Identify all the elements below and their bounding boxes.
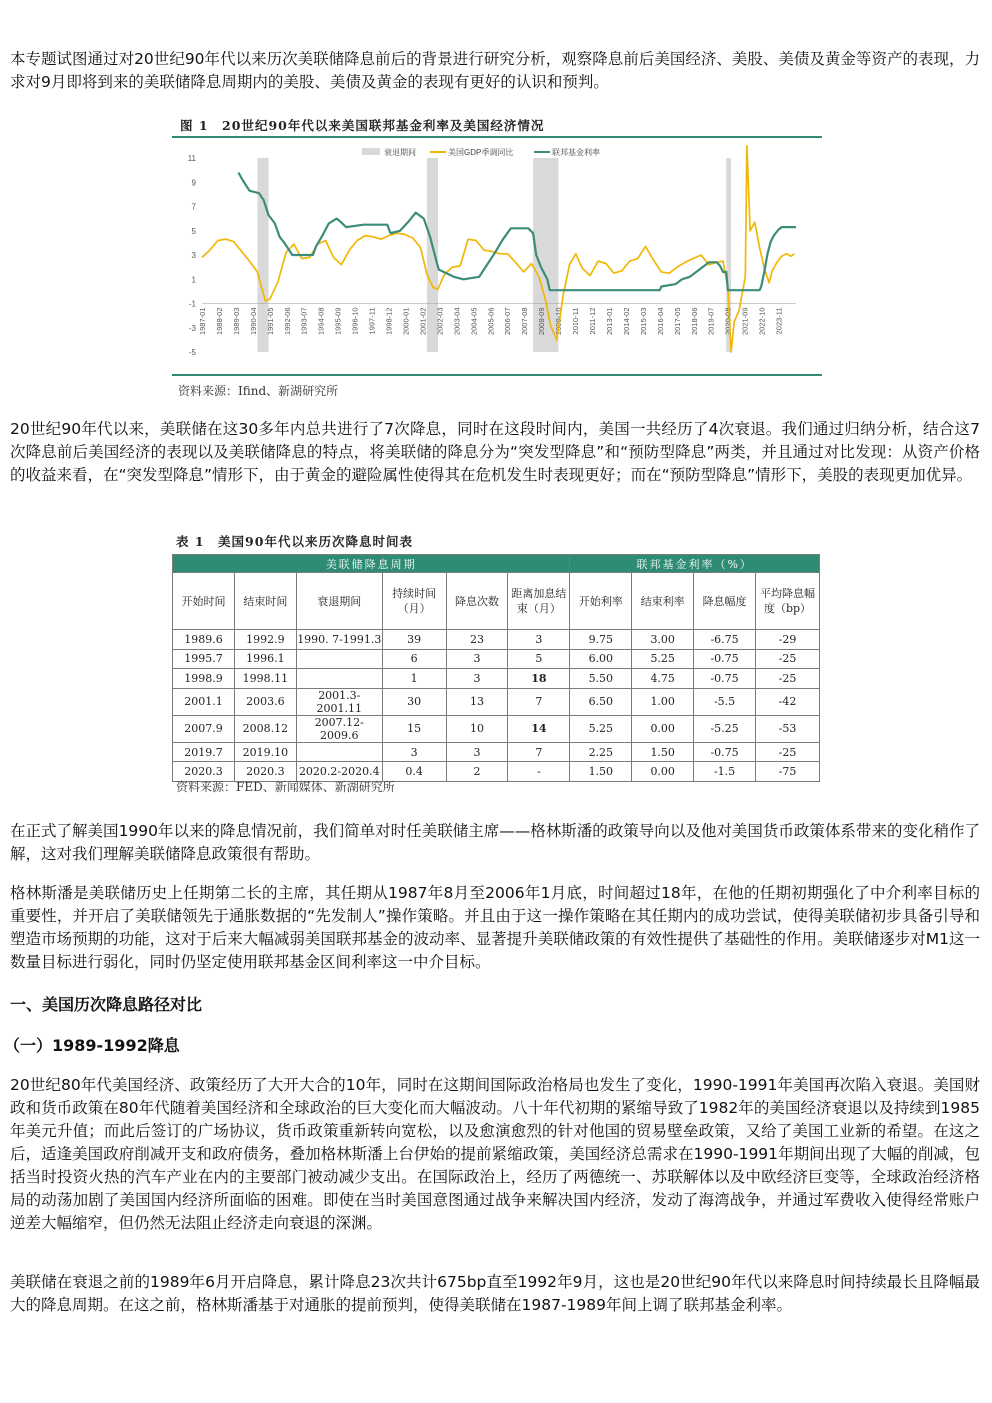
x-tick-label: 2013-01 bbox=[604, 307, 614, 336]
x-tick-label: 1991-05 bbox=[265, 307, 275, 336]
table-cell: 2019.7 bbox=[173, 742, 235, 762]
col-header: 平均降息幅度（bp） bbox=[756, 573, 820, 630]
x-tick-label: 1995-09 bbox=[333, 307, 343, 336]
x-tick-label: 2008-09 bbox=[537, 307, 547, 336]
table-source: 资料来源：FED、新闻媒体、新湖研究所 bbox=[176, 780, 395, 794]
table-cell bbox=[296, 742, 382, 762]
col-header: 结束利率 bbox=[632, 573, 694, 630]
y-tick-label: -1 bbox=[188, 299, 196, 309]
x-tick-label: 2009-10 bbox=[554, 307, 564, 336]
legend-recession-swatch bbox=[362, 148, 380, 155]
table-cell: 2020.3 bbox=[234, 762, 296, 782]
table-cell: 1998.9 bbox=[173, 669, 235, 689]
table-cell: -29 bbox=[756, 630, 820, 650]
x-tick-label: 1992-06 bbox=[282, 307, 292, 336]
x-tick-label: 2015-03 bbox=[638, 307, 648, 336]
table-cell: 2001.1 bbox=[173, 688, 235, 715]
table-cell: 2020.2-2020.4 bbox=[296, 762, 382, 782]
y-tick-label: 7 bbox=[191, 202, 196, 212]
col-header: 开始时间 bbox=[173, 573, 235, 630]
col-header: 降息幅度 bbox=[694, 573, 756, 630]
table-cell: 1995.7 bbox=[173, 649, 235, 669]
table-cell: 39 bbox=[382, 630, 446, 650]
table-cell: -75 bbox=[756, 762, 820, 782]
table-cell: 30 bbox=[382, 688, 446, 715]
x-tick-label: 2022-10 bbox=[757, 307, 767, 336]
table-cell: 1 bbox=[382, 669, 446, 689]
table-cell: 1.00 bbox=[632, 688, 694, 715]
x-tick-label: 1998-12 bbox=[384, 307, 394, 336]
x-tick-label: 1994-08 bbox=[316, 307, 326, 336]
table-1 bbox=[172, 528, 822, 800]
table-cell: 1998.11 bbox=[234, 669, 296, 689]
figure-1 bbox=[172, 112, 822, 407]
figure-source: 资料来源：Ifind、新湖研究所 bbox=[178, 384, 339, 398]
table-title: 表 1 美国90年代以来历次降息时间表 bbox=[176, 534, 413, 549]
x-tick-label: 2002-03 bbox=[435, 307, 445, 336]
x-tick-label: 1990-04 bbox=[248, 307, 258, 336]
x-tick-label: 2023-11 bbox=[774, 307, 784, 335]
x-tick-label: 2017-05 bbox=[672, 307, 682, 336]
table-cell: -5.25 bbox=[694, 715, 756, 742]
table-cell: 3.00 bbox=[632, 630, 694, 650]
table-cell: 1989.6 bbox=[173, 630, 235, 650]
table-cell: 23 bbox=[446, 630, 508, 650]
table-cell: 18 bbox=[508, 669, 570, 689]
table-row bbox=[173, 649, 820, 669]
summary-paragraph: 20世纪90年代以来，美联储在这30多年内总共进行了7次降息，同时在这段时间内，美国一共经历了4次衰退。我们通过归纳分析，结合这7次降息前后美国经济的表现以及美联储降息的特点，将美联储的降息分为“突发型降息”和“预防型降息”两类，并且通过对比发现：从资产价格的收益来看，在“突发型降息”情形下，由于黄金的避险属性使得其在危机发生时表现更好；而在“预防型降息”情形下，美股的表现更加优异。 bbox=[10, 420, 980, 484]
table-cell: 9.75 bbox=[570, 630, 632, 650]
x-tick-label: 1989-03 bbox=[231, 307, 241, 336]
fed-rate-gdp-chart bbox=[172, 140, 822, 374]
legend-gdp-label: 美国GDP季调同比 bbox=[448, 148, 514, 157]
table-cell: 0.4 bbox=[382, 762, 446, 782]
table-cell: 2019.10 bbox=[234, 742, 296, 762]
table-cell: 2.25 bbox=[570, 742, 632, 762]
x-tick-label: 2007-08 bbox=[520, 307, 530, 336]
table-cell: -0.75 bbox=[694, 669, 756, 689]
intro-paragraph: 本专题试图通过对20世纪90年代以来历次美联储降息前后的背景进行研究分析，观察降息前后美国经济、美股、美债及黄金等资产的表现，力求对9月即将到来的美联储降息周期内的美股、美债及黄金的表现有更好的认识和预判。 bbox=[10, 50, 980, 91]
group-header-cycle: 美联储降息周期 bbox=[173, 555, 570, 573]
col-header: 持续时间（月） bbox=[382, 573, 446, 630]
col-header: 降息次数 bbox=[446, 573, 508, 630]
table-cell: 0.00 bbox=[632, 715, 694, 742]
x-tick-label: 2020-08 bbox=[723, 307, 733, 336]
table-cell: -25 bbox=[756, 742, 820, 762]
table-cell: -53 bbox=[756, 715, 820, 742]
table-cell: 2003.6 bbox=[234, 688, 296, 715]
table-cell: 0.00 bbox=[632, 762, 694, 782]
x-tick-label: 2011-12 bbox=[588, 307, 598, 335]
x-tick-label: 2006-07 bbox=[503, 307, 513, 336]
table-cell: 2008.12 bbox=[234, 715, 296, 742]
group-header-rate: 联邦基金利率（%） bbox=[570, 555, 820, 573]
x-tick-label: 2000-01 bbox=[401, 307, 411, 336]
table-cell: 4.75 bbox=[632, 669, 694, 689]
section-heading: 一、美国历次降息路径对比 bbox=[10, 995, 203, 1014]
col-header: 开始利率 bbox=[570, 573, 632, 630]
table-row bbox=[173, 688, 820, 715]
table-cell: 3 bbox=[508, 630, 570, 650]
table-row bbox=[173, 630, 820, 650]
y-tick-label: -5 bbox=[188, 348, 196, 357]
table-cell: 7 bbox=[508, 742, 570, 762]
table-cell: 15 bbox=[382, 715, 446, 742]
table-cell: 3 bbox=[446, 669, 508, 689]
x-tick-label: 2001-02 bbox=[418, 307, 428, 336]
table-row bbox=[173, 742, 820, 762]
table-cell: 1.50 bbox=[570, 762, 632, 782]
table-cell: 5.25 bbox=[570, 715, 632, 742]
y-tick-label: -3 bbox=[188, 323, 196, 333]
table-cell: -25 bbox=[756, 649, 820, 669]
table-cell: -42 bbox=[756, 688, 820, 715]
x-tick-label: 2016-04 bbox=[655, 307, 665, 336]
table-cell: -25 bbox=[756, 669, 820, 689]
y-tick-label: 5 bbox=[191, 226, 196, 236]
table-cell: 6.00 bbox=[570, 649, 632, 669]
x-tick-label: 1997-11 bbox=[367, 307, 377, 335]
figure-bottom-rule bbox=[172, 374, 822, 376]
x-tick-label: 2019-07 bbox=[706, 307, 716, 336]
table-cell: -1.5 bbox=[694, 762, 756, 782]
col-header: 衰退期间 bbox=[296, 573, 382, 630]
table-cell: 2007.9 bbox=[173, 715, 235, 742]
table-cell: 1996.1 bbox=[234, 649, 296, 669]
table-cell: 5.50 bbox=[570, 669, 632, 689]
col-header: 距离加息结束（月） bbox=[508, 573, 570, 630]
x-tick-label: 2021-09 bbox=[740, 307, 750, 336]
x-tick-label: 1988-02 bbox=[214, 307, 224, 336]
table-cell: 2001.3-2001.11 bbox=[296, 688, 382, 715]
table-cell: 6 bbox=[382, 649, 446, 669]
table-cell: 10 bbox=[446, 715, 508, 742]
background-paragraph: 20世纪80年代美国经济、政策经历了大开大合的10年，同时在这期间国际政治格局也发生了变化，1990-1991年美国再次陷入衰退。美国财政和货币政策在80年代随着美国经济和全球政治的巨大变化而大幅波动。八十年代初期的紧缩导致了1982年的美国经济衰退以及持续到1985年美元升值；而此后签订的广场协议，货币政策重新转向宽松，以及愈演愈烈的针对他国的贸易壁垒政策，又给了美国工业新的希望。在这之后，适逢美国政府削减开支和政府债务，叠加格林斯潘上台伊始的提前紧缩政策，美国经济总需求在1990-1991年期间出现了大幅的削减，包括当时投资火热的汽车产业在内的主要部门被动减少支出。在国际政治上，经历了两德统一、苏联解体以及中欧经济巨变等，全球政治经济格局的动荡加剧了美国国内经济所面临的困难。即使在当时美国意图通过战争来解决国内经济，发动了海湾战争，并通过军费收入使得经常账户逆差大幅缩窄，但仍然无法阻止经济走向衰退的深渊。 bbox=[10, 1076, 980, 1232]
table-cell: -6.75 bbox=[694, 630, 756, 650]
table-cell bbox=[296, 669, 382, 689]
table-cell: -5.5 bbox=[694, 688, 756, 715]
table-cell: 5 bbox=[508, 649, 570, 669]
table-cell: 14 bbox=[508, 715, 570, 742]
col-header: 结束时间 bbox=[234, 573, 296, 630]
table-cell: 6.50 bbox=[570, 688, 632, 715]
table-cell: -0.75 bbox=[694, 742, 756, 762]
x-tick-label: 2014-02 bbox=[621, 307, 631, 336]
table-cell: 1992.9 bbox=[234, 630, 296, 650]
x-tick-label: 2003-04 bbox=[452, 307, 462, 336]
table-row bbox=[173, 715, 820, 742]
table-cell: 3 bbox=[446, 742, 508, 762]
table-cell: 2020.3 bbox=[173, 762, 235, 782]
legend-recession-label: 衰退期间 bbox=[384, 148, 416, 157]
table-cell: 3 bbox=[382, 742, 446, 762]
y-tick-label: 9 bbox=[191, 178, 196, 188]
y-tick-label: 1 bbox=[191, 275, 196, 285]
table-cell: - bbox=[508, 762, 570, 782]
x-tick-label: 2004-05 bbox=[469, 307, 479, 336]
x-tick-label: 1993-07 bbox=[299, 307, 309, 336]
table-cell: 2007.12-2009.6 bbox=[296, 715, 382, 742]
ffr-series-line bbox=[238, 173, 796, 291]
table-cell: -0.75 bbox=[694, 649, 756, 669]
legend-ffr-label: 联邦基金利率 bbox=[552, 148, 600, 157]
y-tick-label: 11 bbox=[187, 154, 196, 163]
table-cell: 1.50 bbox=[632, 742, 694, 762]
x-tick-label: 1996-10 bbox=[350, 307, 360, 336]
x-tick-label: 2010-11 bbox=[571, 307, 581, 335]
x-tick-label: 2018-06 bbox=[689, 307, 699, 336]
table-cell: 5.25 bbox=[632, 649, 694, 669]
greenspan-paragraph: 格林斯潘是美联储历史上任期第二长的主席，其任期从1987年8月至2006年1月底，时间超过18年，在他的任期初期强化了中介利率目标的重要性，并开启了美联储领先于通胀数据的“先发制人”操作策略。并且由于这一操作策略在其任期内的成功尝试，使得美联储初步具备引导和塑造市场预期的功能，这对于后来大幅减弱美国联邦基金的波动率、显著提升美联储政策的有效性提供了基础性的作用。美联储逐步对M1这一数量目标进行弱化，同时仍坚定使用联邦基金区间利率这一中介目标。 bbox=[10, 884, 980, 971]
figure-title: 图 1 20世纪90年代以来美国联邦基金利率及美国经济情况 bbox=[180, 118, 545, 133]
table-row bbox=[173, 669, 820, 689]
table-cell: 3 bbox=[446, 649, 508, 669]
table-cell: 13 bbox=[446, 688, 508, 715]
table-cell: 2 bbox=[446, 762, 508, 782]
table-cell: 1990. 7-1991.3 bbox=[296, 630, 382, 650]
greenspan-intro-paragraph: 在正式了解美国1990年以来的降息情况前，我们简单对时任美联储主席——格林斯潘的政策导向以及他对美国货币政策体系带来的变化稍作了解，这对我们理解美联储降息政策很有帮助。 bbox=[10, 822, 980, 863]
subsection-heading: （一）1989-1992降息 bbox=[4, 1036, 180, 1055]
table-body bbox=[173, 630, 820, 782]
figure-top-rule bbox=[172, 136, 822, 138]
rate-cut-table bbox=[172, 554, 820, 782]
x-tick-label: 1987-01 bbox=[198, 307, 207, 336]
table-cell: 7 bbox=[508, 688, 570, 715]
x-tick-label: 2005-06 bbox=[486, 307, 496, 336]
rate-cut-paragraph: 美联储在衰退之前的1989年6月开启降息，累计降息23次共计675bp直至1992年9月，这也是20世纪90年代以来降息时间持续最长且降幅最大的降息周期。在这之前，格林斯潘基于对通胀的提前预判，使得美联储在1987-1989年间上调了联邦基金利率。 bbox=[10, 1273, 980, 1314]
y-tick-label: 3 bbox=[191, 251, 196, 260]
table-cell bbox=[296, 649, 382, 669]
